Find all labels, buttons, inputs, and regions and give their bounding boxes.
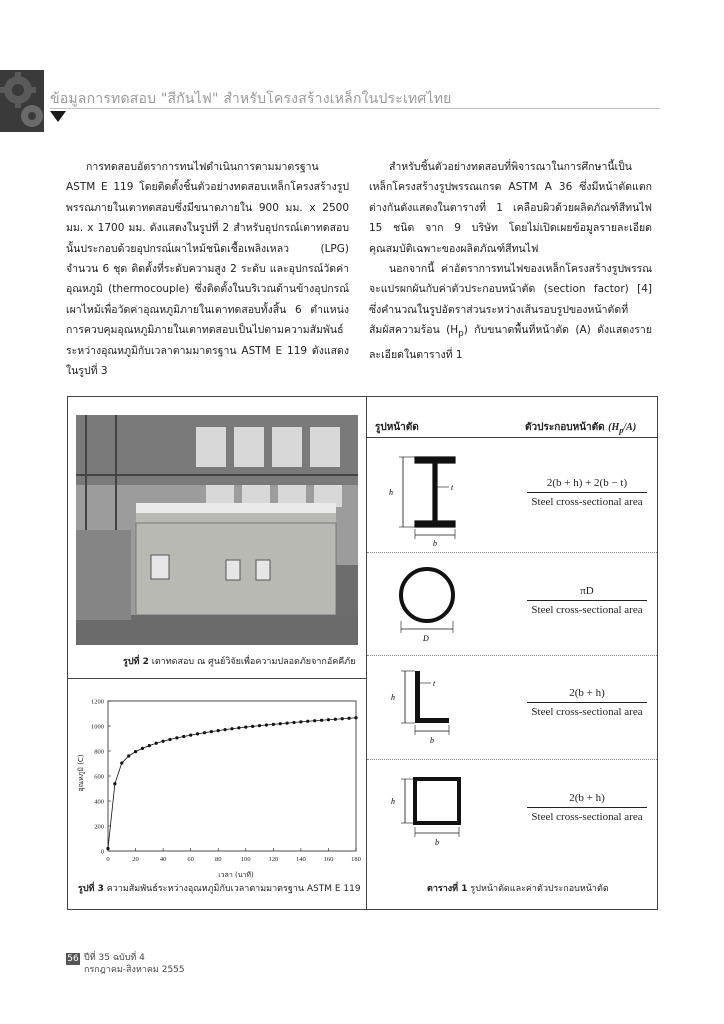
paragraph-specimens: สำหรับชิ้นตัวอย่างทดสอบที่พิจารณาในการศึกษานี้เป็นเหล็กโครงสร้างรูปพรรณเกรด ASTM A 36 ซึ่งมีหน้าตัดแตกต่างกันดังแสดงในตารางที่ 1 เคลือบผิวด้วยผลิตภัณฑ์สีทนไฟ 15 ชนิด จาก 9 บริษัท โดยไม่เปิดเผยข้อมูลรายละเอียดคุณสมบัติเฉพาะของผลิตภัณฑ์สีทนไฟ (369, 161, 652, 255)
dim-b-label: b (433, 539, 437, 547)
data-point (210, 730, 213, 733)
x-tick-label: 0 (106, 856, 110, 863)
data-point (265, 723, 268, 726)
data-point (189, 734, 192, 737)
data-point (286, 722, 289, 725)
data-point (244, 726, 247, 729)
chart-x-axis-label: เวลา (นาที) (218, 871, 254, 879)
header-triangle-icon (50, 111, 66, 122)
formula-square: 2(b + h) Steel cross-sectional area (527, 792, 647, 823)
square-section-diagram (375, 773, 485, 853)
formula-i-section: 2(b + h) + 2(b − t) Steel cross-sectional area (527, 477, 647, 508)
x-tick-label: 100 (240, 856, 251, 863)
table-1 (367, 397, 657, 909)
data-point (203, 731, 206, 734)
data-point (354, 716, 357, 719)
y-tick-label: 800 (94, 748, 104, 756)
dim-h-label: h (391, 693, 395, 702)
x-tick-label: 20 (132, 856, 139, 863)
table-row-separator (367, 552, 657, 553)
formula-angle: 2(b + h) Steel cross-sectional area (527, 687, 647, 718)
dim-t-label: t (451, 483, 454, 492)
data-point (348, 717, 351, 720)
data-point (134, 750, 137, 753)
data-point (148, 744, 151, 747)
y-tick-label: 400 (94, 798, 104, 806)
y-tick-label: 600 (94, 773, 104, 781)
dim-t-label: t (433, 679, 436, 688)
data-point (113, 782, 116, 785)
formula-circular: πD Steel cross-sectional area (527, 585, 647, 616)
page-number: 56 (67, 954, 79, 964)
x-tick-label: 140 (296, 856, 306, 863)
data-point (230, 727, 233, 730)
header-rule (50, 108, 660, 109)
series-line (108, 718, 356, 849)
y-tick-label: 1000 (91, 723, 104, 731)
data-point (217, 729, 220, 732)
running-header-title: ข้อมูลการทดสอบ "สีกันไฟ" สำหรับโครงสร้างเหล็กในประเทศไทย (50, 91, 452, 107)
figure-2-caption: รูปที่ 2 เตาทดสอบ ณ ศูนย์วิจัยเพื่อความปลอดภัยจากอัคคีภัย (123, 657, 356, 667)
data-point (320, 719, 323, 722)
data-point (141, 747, 144, 750)
figure-3-caption: รูปที่ 3 ความสัมพันธ์ระหว่างอุณหภูมิกับเวลาตามมาตรฐาน ASTM E 119 (78, 884, 361, 894)
x-tick-label: 40 (159, 856, 167, 863)
table-header-factor: ตัวประกอบหน้าตัด $(H_p/A)$ (525, 422, 637, 435)
dim-b-label: b (435, 838, 439, 847)
data-point (196, 732, 199, 735)
y-tick-label: 0 (100, 848, 104, 856)
footer-date: กรกฎาคม-สิงหาคม 2555 (84, 965, 185, 975)
chart-y-axis-label: อุณหภูมิ (C) (77, 754, 85, 792)
data-point (279, 722, 282, 725)
table-1-caption: ตารางที่ 1 รูปหน้าตัดและค่าตัวประกอบหน้าตัด (427, 884, 609, 894)
data-point (155, 742, 158, 745)
dim-b-label: b (430, 736, 434, 745)
figure-frame (67, 396, 658, 910)
furnace-photo (76, 415, 358, 645)
body-column-left (66, 157, 349, 381)
data-point (313, 719, 316, 722)
body-column-right (369, 157, 652, 365)
x-tick-label: 80 (214, 856, 222, 863)
data-point (168, 738, 171, 741)
table-header-shape: รูปหน้าตัด (375, 422, 419, 433)
x-tick-label: 120 (268, 856, 279, 863)
data-point (327, 718, 330, 721)
x-tick-label: 60 (187, 856, 194, 863)
dim-h-label: h (391, 797, 395, 806)
data-point (120, 761, 123, 764)
footer-issue: ปีที่ 35 ฉบับที่ 4 (84, 953, 145, 963)
data-point (251, 725, 254, 728)
data-point (292, 721, 295, 724)
circular-section-diagram (375, 565, 485, 645)
temperature-time-chart (73, 689, 363, 879)
i-section-diagram (375, 447, 485, 547)
table-header-rule (367, 437, 657, 438)
frame-divider-horizontal (68, 678, 366, 679)
data-point (341, 717, 344, 720)
y-tick-label: 200 (94, 823, 104, 831)
x-tick-label: 160 (323, 856, 334, 863)
dim-d-label: D (423, 634, 429, 643)
chart-svg (73, 689, 363, 879)
gear-decoration-icon (0, 70, 44, 132)
data-point (299, 720, 302, 723)
data-point (175, 736, 178, 739)
table-row-separator (367, 655, 657, 656)
data-point (162, 740, 165, 743)
angle-section-diagram (375, 665, 485, 747)
data-point (182, 735, 185, 738)
data-point (106, 847, 109, 850)
data-point (237, 726, 240, 729)
x-tick-label: 180 (351, 856, 361, 863)
data-point (272, 723, 275, 726)
table-row-separator (367, 759, 657, 760)
y-tick-label: 1200 (91, 698, 104, 706)
paragraph-section-factor: นอกจากนี้ ค่าอัตราการทนไฟของเหล็กโครงสร้างรูปพรรณจะแปรผกผันกับค่าตัวประกอบหน้าตัด (section factor) [4] ซึ่งคำนวณในรูปอัตราส่วนระหว่างเส้นรอบรูปของหน้าตัดที่สัมผัสความร้อน $(H_p)$ กับขนาดพื้นที่หน้าตัด (A) ดังแสดงรายละเอียดในตารางที่ 1 (369, 263, 652, 361)
dim-h-label: h (389, 488, 393, 497)
chart-plot-frame (108, 701, 356, 851)
data-point (258, 724, 261, 727)
paragraph-test-method: การทดสอบอัตราการทนไฟดำเนินการตามมาตรฐาน ASTM E 119 โดยติดตั้งชิ้นตัวอย่างทดสอบเหล็กโครงสร้างรูปพรรณภายในเตาทดสอบซึ่งมีขนาดภายใน 900 มม. x 2500 มม. x 1700 มม. ดังแสดงในรูปที่ 2 สำหรับอุปกรณ์เตาทดสอบนั้นประกอบด้วยอุปกรณ์เผาไหม้ชนิดเชื้อเพลิงเหลว (LPG) จำนวน 6 ชุด ติดตั้งที่ระดับความสูง 2 ระดับ และอุปกรณ์วัดค่าอุณหภูมิ (thermocouple) ซึ่งติดตั้งในบริเวณด้านข้างอุปกรณ์เผาไหม้เพื่อวัดค่าอุณหภูมิภายในเตาทดสอบทั้งสิ้น 6 ตำแหน่ง การควบคุมอุณหภูมิภายในเตาทดสอบเป็นไปตามความสัมพันธ์ระหว่างอุณหภูมิกับเวลาตามมาตรฐาน ASTM E 119 ดังแสดงในรูปที่ 3 (66, 161, 349, 378)
data-point (127, 754, 130, 757)
data-point (306, 720, 309, 723)
data-point (224, 728, 227, 731)
data-point (334, 718, 337, 721)
